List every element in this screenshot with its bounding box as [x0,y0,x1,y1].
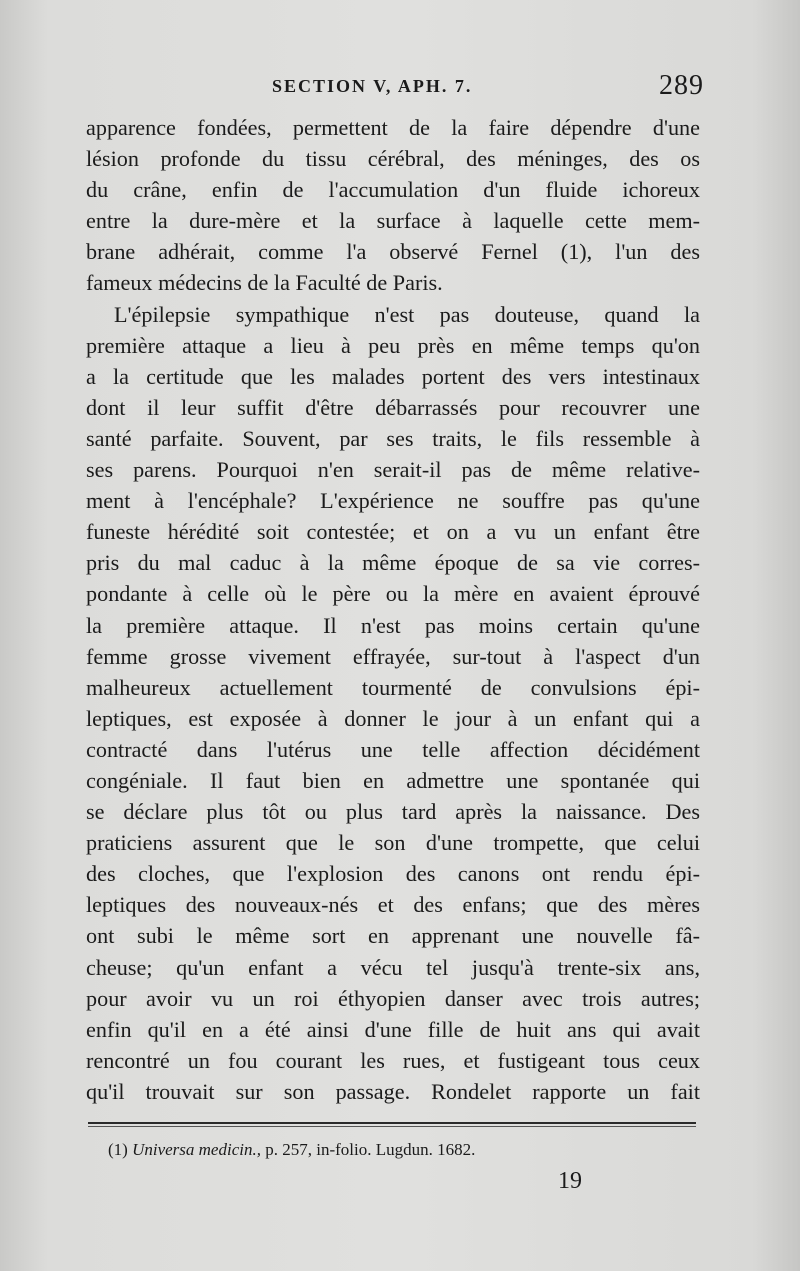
text-line: pour avoir vu un roi éthyopien danser avec trois autres; [86,985,700,1011]
text-line: contracté dans l'utérus une telle affection décidément [86,736,700,762]
running-title: SECTION V, APH. 7. [272,76,473,96]
text-line: pondante à celle où le père ou la mère en avaient éprouvé [86,581,700,607]
page-number: 289 [659,70,704,101]
text-line: se déclare plus tôt ou plus tard après la naissance. Des [86,799,700,825]
text-line: brane adhérait, comme l'a observé Fernel (1), l'un des [86,239,700,265]
text-line: première attaque a lieu à peu près en même temps qu'on [86,332,700,358]
footnote-marker: (1) [108,1140,128,1159]
text-line: malheureux actuellement tourmenté de convulsions épi- [86,674,700,700]
text-line: apparence fondées, permettent de la faire dépendre d'une [86,115,700,140]
footnote [108,1140,698,1160]
text-line: cheuse; qu'un enfant a vécu tel jusqu'à trente-six ans, [86,954,700,980]
text-line: entre la dure-mère et la surface à laquelle cette mem- [86,208,700,234]
text-line: ont subi le même sort en apprenant une nouvelle fâ- [86,923,700,949]
footnote-rule [88,1122,696,1124]
text-line: congéniale. Il faut bien en admettre une spontanée qui [86,767,700,793]
text-line: rencontré un fou courant les rues, et fustigeant tous ceux [86,1047,700,1073]
text-line: enfin qu'il en a été ainsi d'une fille de huit ans qui avait [86,1016,700,1042]
text-line: des cloches, que l'explosion des canons ont rendu épi- [86,861,700,887]
text-line: funeste hérédité soit contestée; et on a vu un enfant être [86,519,700,545]
text-line: fameux médecins de la Faculté de Paris. [86,270,443,296]
text-line: pris du mal caduc à la même époque de sa vie corres- [86,550,700,576]
text-line: femme grosse vivement effrayée, sur-tout à l'aspect d'un [86,643,700,669]
text-line: la première attaque. Il n'est pas moins certain qu'une [86,612,700,638]
text-line: lésion profonde du tissu cérébral, des méninges, des os [86,146,700,172]
text-line: qu'il trouvait sur son passage. Rondelet rapporte un fait [86,1078,700,1104]
text-line: dont il leur suffit d'être débarrassés pour recouvrer une [86,394,700,420]
text-line: leptiques des nouveaux-nés et des enfans; que des mères [86,892,700,918]
text-line: ment à l'encéphale? L'expérience ne souffre pas qu'une [86,488,700,514]
text-line: santé parfaite. Souvent, par ses traits, le fils ressemble à [86,425,700,451]
footnote-title: Universa medicin., [132,1140,261,1159]
footnote-rule-thin [88,1126,696,1127]
text-line: L'épilepsie sympathique n'est pas douteuse, quand la [114,301,700,327]
signature-mark: 19 [558,1168,582,1194]
text-line: praticiens assurent que le son d'une trompette, que celui [86,830,700,856]
text-line: a la certitude que les malades portent des vers intestinaux [86,363,700,389]
text-line: leptiques, est exposée à donner le jour à un enfant qui a [86,705,700,731]
text-line: ses parens. Pourquoi n'en serait-il pas de même relative- [86,457,700,483]
footnote-citation: p. 257, in-folio. Lugdun. 1682. [265,1140,476,1159]
body-text [86,112,700,1107]
text-line: du crâne, enfin de l'accumulation d'un fluide ichoreux [86,177,700,203]
page-header [86,70,704,108]
